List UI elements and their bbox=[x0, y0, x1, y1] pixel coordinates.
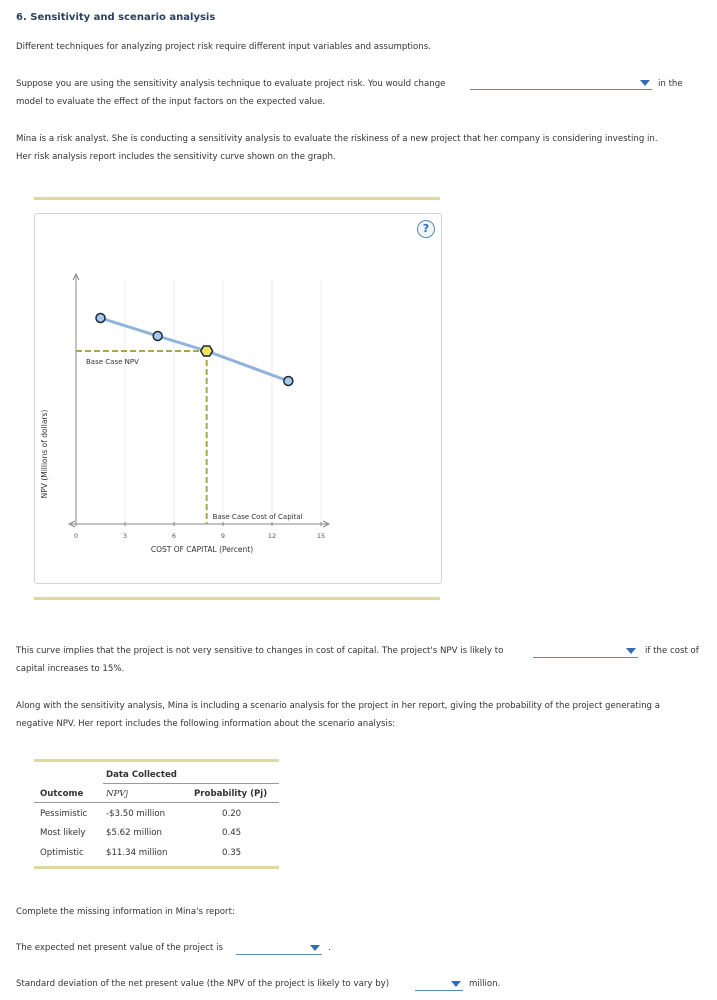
question1-text: Suppose you are using the sensitivity analysis technique to evaluate project risk. You would change bbox=[16, 79, 446, 89]
x-axis-label: COST OF CAPITAL (Percent) bbox=[150, 545, 254, 554]
base-npv-label: Base Case NPV bbox=[86, 358, 139, 366]
graph-panel bbox=[34, 213, 442, 584]
sensitivity-line bbox=[101, 318, 289, 381]
base-coc-label: Base Case Cost of Capital bbox=[212, 513, 303, 521]
header-rule bbox=[34, 802, 279, 803]
input-variable-dropdown[interactable] bbox=[470, 77, 652, 90]
x-tick-label: 6 bbox=[171, 532, 177, 540]
question3-suffix: . bbox=[328, 943, 331, 953]
data-point bbox=[96, 314, 105, 323]
mina-line1: Mina is a risk analyst. She is conducting a sensitivity analysis to evaluate the riskiness of a new project that her company is considering investing in. bbox=[16, 134, 658, 144]
base-case-point bbox=[201, 346, 213, 356]
chevron-down-icon bbox=[626, 648, 636, 654]
divider bbox=[34, 197, 440, 200]
x-tick-label: 9 bbox=[220, 532, 226, 540]
mina-line2: Her risk analysis report includes the sensitivity curve shown on the graph. bbox=[16, 152, 336, 162]
col-outcome-header: Outcome bbox=[40, 789, 84, 799]
question4-text: Standard deviation of the net present value (the NPV of the project is likely to vary by) bbox=[16, 979, 390, 989]
table-cell-prob: 0.35 bbox=[222, 848, 242, 858]
col-npv-header: NPVj bbox=[106, 789, 129, 799]
section-title: 6. Sensitivity and scenario analysis bbox=[16, 12, 216, 23]
complete-instruction: Complete the missing information in Mina's report: bbox=[16, 907, 235, 917]
x-tick-label: 15 bbox=[316, 532, 326, 540]
std-dev-dropdown[interactable] bbox=[415, 978, 463, 991]
divider bbox=[34, 597, 440, 600]
group-underline bbox=[103, 783, 279, 784]
chevron-down-icon bbox=[451, 981, 461, 987]
table-cell-prob: 0.45 bbox=[222, 828, 242, 838]
question2-line2: capital increases to 15%. bbox=[16, 664, 125, 674]
x-tick-label: 0 bbox=[73, 532, 79, 540]
table-top-rule bbox=[34, 759, 279, 762]
question3-text: The expected net present value of the project is bbox=[16, 943, 223, 953]
intro-text: Different techniques for analyzing project risk require different input variables and assumptions. bbox=[16, 42, 431, 52]
question2-text: This curve implies that the project is not very sensitive to changes in cost of capital. The project's NPV is likely to bbox=[16, 646, 504, 656]
scenario-line1: Along with the sensitivity analysis, Mina is including a scenario analysis for the project in her report, giving the probability of the project generating a bbox=[16, 701, 660, 711]
question1-line2: model to evaluate the effect of the input factors on the expected value. bbox=[16, 97, 326, 107]
y-axis-label: NPV (Millions of dollars) bbox=[40, 409, 49, 499]
data-point bbox=[153, 332, 162, 341]
question1-suffix: in the bbox=[658, 79, 683, 89]
table-cell-outcome: Optimistic bbox=[40, 848, 84, 858]
table-cell-prob: 0.20 bbox=[222, 809, 242, 819]
chevron-down-icon bbox=[310, 945, 320, 951]
question2-suffix: if the cost of bbox=[645, 646, 699, 656]
table-cell-npv: $11.34 million bbox=[106, 848, 168, 858]
x-tick-label: 12 bbox=[267, 532, 277, 540]
table-cell-npv: $5.62 million bbox=[106, 828, 162, 838]
scenario-line2: negative NPV. Her report includes the following information about the scenario analysis: bbox=[16, 719, 396, 729]
help-icon[interactable]: ? bbox=[417, 220, 435, 238]
x-tick-label: 3 bbox=[122, 532, 128, 540]
table-bottom-rule bbox=[34, 866, 279, 869]
data-point bbox=[284, 377, 293, 386]
col-prob-header: Probability (Pj) bbox=[194, 789, 268, 799]
question4-suffix: million. bbox=[469, 979, 501, 989]
chevron-down-icon bbox=[640, 80, 650, 86]
table-cell-npv: -$3.50 million bbox=[106, 809, 166, 819]
npv-change-dropdown[interactable] bbox=[533, 645, 638, 658]
table-group-header: Data Collected bbox=[106, 770, 177, 780]
table-cell-outcome: Pessimistic bbox=[40, 809, 88, 819]
sensitivity-chart bbox=[35, 214, 441, 583]
expected-npv-dropdown[interactable] bbox=[236, 942, 322, 955]
table-cell-outcome: Most likely bbox=[40, 828, 86, 838]
